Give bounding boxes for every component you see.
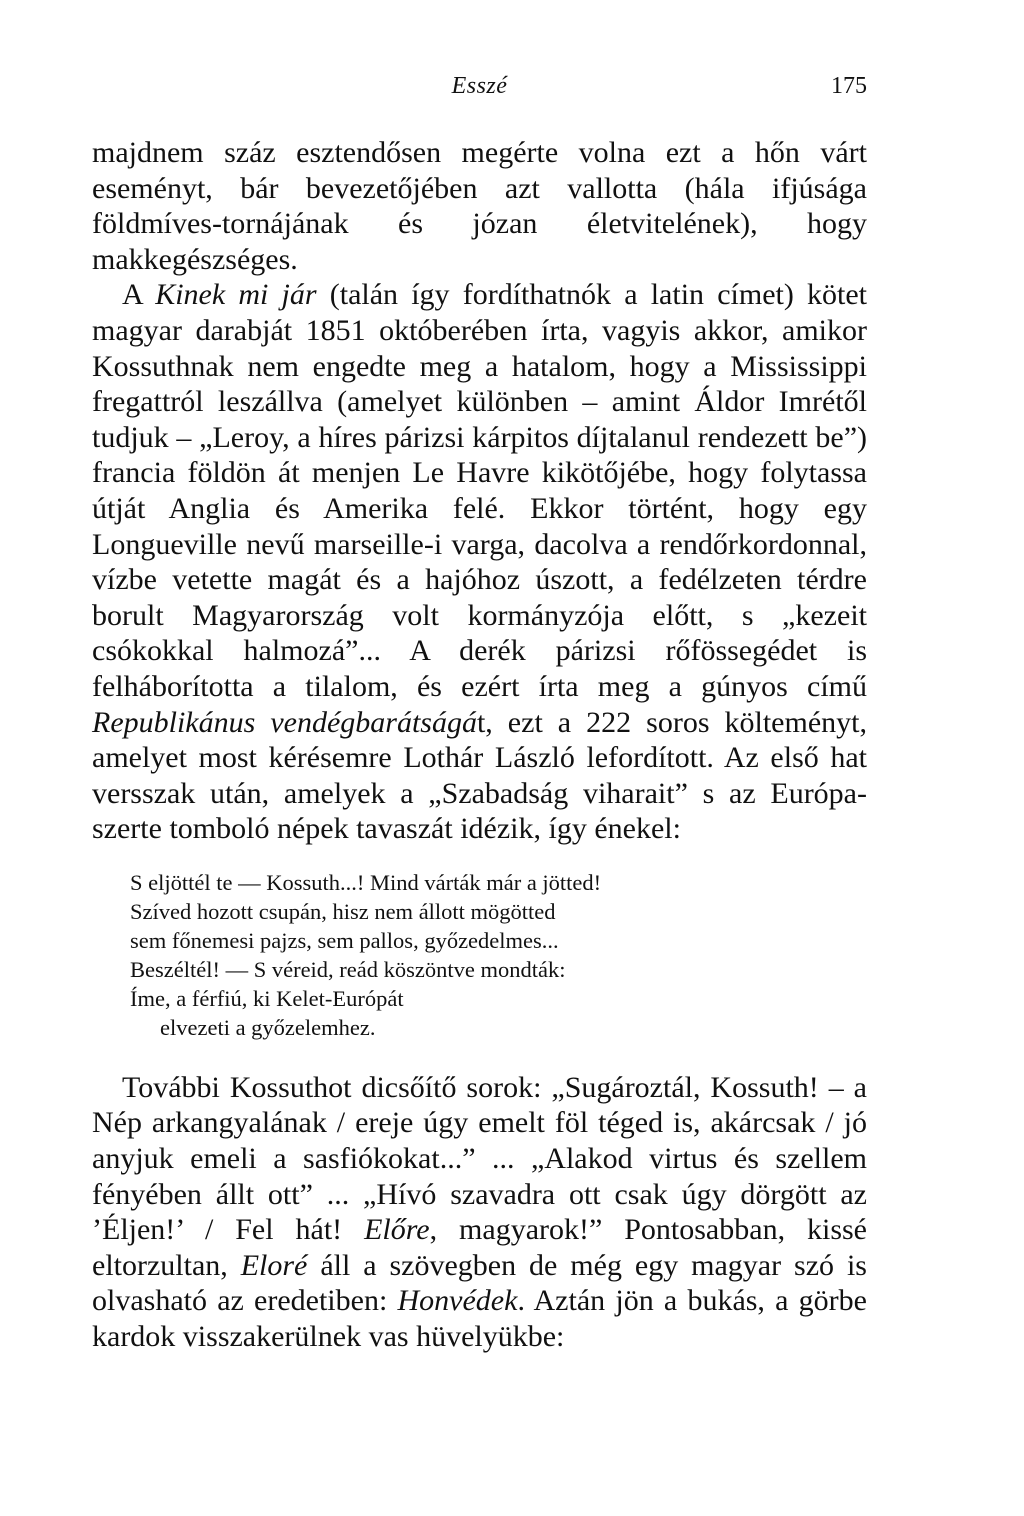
paragraph-2-text-b: (talán így fordíthatnók a latin címet) kötet magyar darabját 1851 októberében írta, vagyis akkor, amikor Kossuthnak nem engedte meg a hatalom, hogy a Mississippi fregattról leszállva (amelyet különben – amint Áldor Imrétől tudjuk – „Leroy, a híres párizsi kárpitos díjtalanul rendezett be”) francia földön át menjen Le Havre kikötőjébe, hogy folytassa útját Anglia és Amerika felé. Ekkor történt, hogy egy Longueville nevű marseille-i varga, dacolva a rendőrkordonnal, vízbe vetette magát és a hajóhoz úszott, a fedélzeten térdre borult Magyarország volt kormányzója előtt, s „kezeit csókokkal halmozá”... A derék párizsi rőfössegédet is felháborította a tilalom, és ezért írta meg a gúnyos című (92, 278, 867, 703)
page-number: 175 (831, 73, 867, 99)
work-title-republikanus: Republikánus vendégbarátságá (92, 705, 477, 739)
poem-line: S eljöttél te — Kossuth...! Mind várták már a jötted! (130, 869, 602, 895)
poem-line: Szíved hozott csupán, hisz nem állott mögötted (130, 898, 556, 924)
paragraph-1 (92, 135, 867, 277)
italic-word-elore: Előre (364, 1213, 430, 1247)
poem-quote (130, 868, 867, 1042)
paragraph-2-text-c: t, ezt a 222 soros költeményt, amelyet most kérésemre Lothár László lefordított. Az első hat versszak után, amelyek a „Szabadság viharait” s az Európa-szerte tomboló népek tavaszát idézik, így énekel: (92, 705, 867, 846)
paragraph-3-text-c: áll a szövegben de még egy magyar szó is olvasható az eredetiben: (92, 1248, 867, 1318)
page-body (92, 135, 867, 1355)
paragraph-3 (92, 1070, 867, 1355)
poem-line: Beszéltél! — S véreid, reád köszöntve mondták: (130, 956, 566, 982)
italic-word-honvedek: Honvédek (397, 1284, 518, 1318)
paragraph-3-text-a: További Kossuthot dicsőítő sorok: „Sugároztál, Kossuth! – a Nép arkangyalának / ereje úgy emelt föl téged is, akárcsak / jó anyjuk emeli a sasfiókokat...” ... „Alakod virtus és szellem fényében állt ott” ... „Hívó szavadra ott csak úgy dörgött az ’Éljen!’ / Fel hát! (92, 1070, 867, 1247)
poem-line: Íme, a férfiú, ki Kelet-Európát (130, 985, 404, 1011)
paragraph-2 (92, 277, 867, 847)
paragraph-1-text: majdnem száz esztendősen megérte volna ezt a hőn várt eseményt, bár bevezetőjében azt vallotta (hála ifjúsága földmíves-tornájának és józan életvitelének), hogy makkegészséges. (92, 136, 867, 276)
poem-line: elvezeti a győzelemhez. (160, 1014, 376, 1040)
page-header (92, 68, 867, 104)
work-title-kinek-mi-jar: Kinek mi jár (155, 278, 317, 312)
running-title: Esszé (451, 73, 508, 99)
paragraph-3-text-d: . Aztán jön a bukás, a görbe kardok visszakerülnek vas hüvelyükbe: (92, 1284, 867, 1354)
poem-line: sem főnemesi pajzs, sem pallos, győzedelmes... (130, 927, 559, 953)
paragraph-3-text-b: , magyarok!” Pontosabban, kissé eltorzultan, (92, 1213, 867, 1282)
italic-word-elore-misprint: Eloré (240, 1248, 308, 1282)
paragraph-2-text-a: A (122, 278, 156, 312)
